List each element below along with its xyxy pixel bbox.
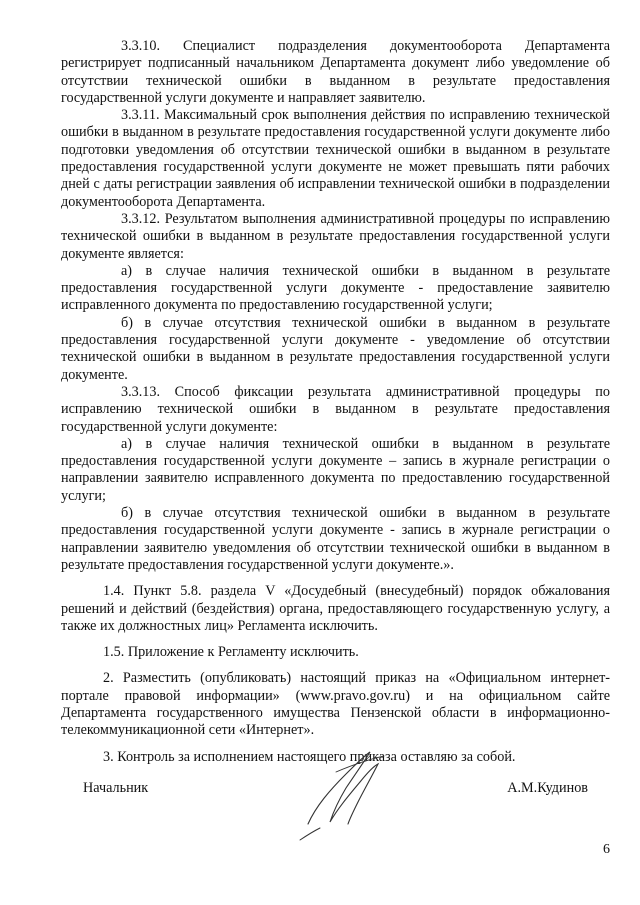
paragraph-3-3-10: 3.3.10. Специалист подразделения документооборота Департамента регистрирует подписанный начальником Департамента документ либо уведомление об отсутствии технической ошибки в выданном в результате предоставления государственной услуги документе и направляет заявителю. xyxy=(61,38,610,106)
paragraph-1-5: 1.5. Приложение к Регламенту исключить. xyxy=(103,644,359,661)
paragraph-3-3-13-b: б) в случае отсутствия технической ошибки в выданном в результате предоставления государственной услуги документе - запись в журнале регистрации о направлении заявителю уведомления об отсутствии технической ошибки в выданном в результате предоставления государственной услуги документе.». xyxy=(61,505,610,573)
signatory-name: А.М.Кудинов xyxy=(507,780,588,796)
paragraph-2: 2. Разместить (опубликовать) настоящий приказ на «Официальном интернет-портале правовой информации» (www.pravo.gov.ru) и на официальном сайте Департамента государственного имущества Пензенской области в информационно-телекоммуникационной сети «Интернет». xyxy=(61,670,610,739)
paragraph-1-4: 1.4. Пункт 5.8. раздела V «Досудебный (внесудебный) порядок обжалования решений и действий (бездействия) органа, предоставляющего государственную услугу, а также их должностных лиц» Регламента исключить. xyxy=(61,583,610,634)
page-number: 6 xyxy=(603,842,610,857)
paragraph-3-3-13-a: а) в случае наличия технической ошибки в выданном в результате предоставления государственной услуги документе – запись в журнале регистрации о направлении заявителю исправленного документа по предоставлению государственной услуги; xyxy=(61,435,610,504)
handwritten-signature xyxy=(290,736,400,846)
paragraph-3-3-12-b: б) в случае отсутствия технической ошибки в выданном в результате предоставления государственной услуги документе - уведомление об отсутствии технической ошибки в выданном в результате предоставления государственной услуги документе. xyxy=(61,314,610,383)
document-body xyxy=(61,38,610,766)
paragraph-3-3-12: 3.3.12. Результатом выполнения административной процедуры по исправлению технической ошибки в выданном в результате предоставления государственной услуги документе является: xyxy=(61,210,610,262)
paragraph-3-3-11: 3.3.11. Максимальный срок выполнения действия по исправлению технической ошибки в выданном в результате предоставления государственной услуги документе либо подготовки уведомления об отсутствии технической ошибки в выданном в результате предоставления государственной услуги документе не может превышать пяти рабочих дней с даты регистрации заявления об исправлении технической ошибки в подразделении документооборота Департамента. xyxy=(61,107,610,210)
paragraph-3-3-12-a: а) в случае наличия технической ошибки в выданном в результате предоставления государственной услуги документе - предоставление заявителю исправленного документа по предоставлению государственной услуги; xyxy=(61,262,610,314)
paragraph-3-3-13: 3.3.13. Способ фиксации результата административной процедуры по исправлению технической ошибки в выданном в результате предоставления государственной услуги документе: xyxy=(61,383,610,435)
paragraph-3: 3. Контроль за исполнением настоящего приказа оставляю за собой. xyxy=(103,748,516,765)
signatory-position: Начальник xyxy=(83,780,149,796)
